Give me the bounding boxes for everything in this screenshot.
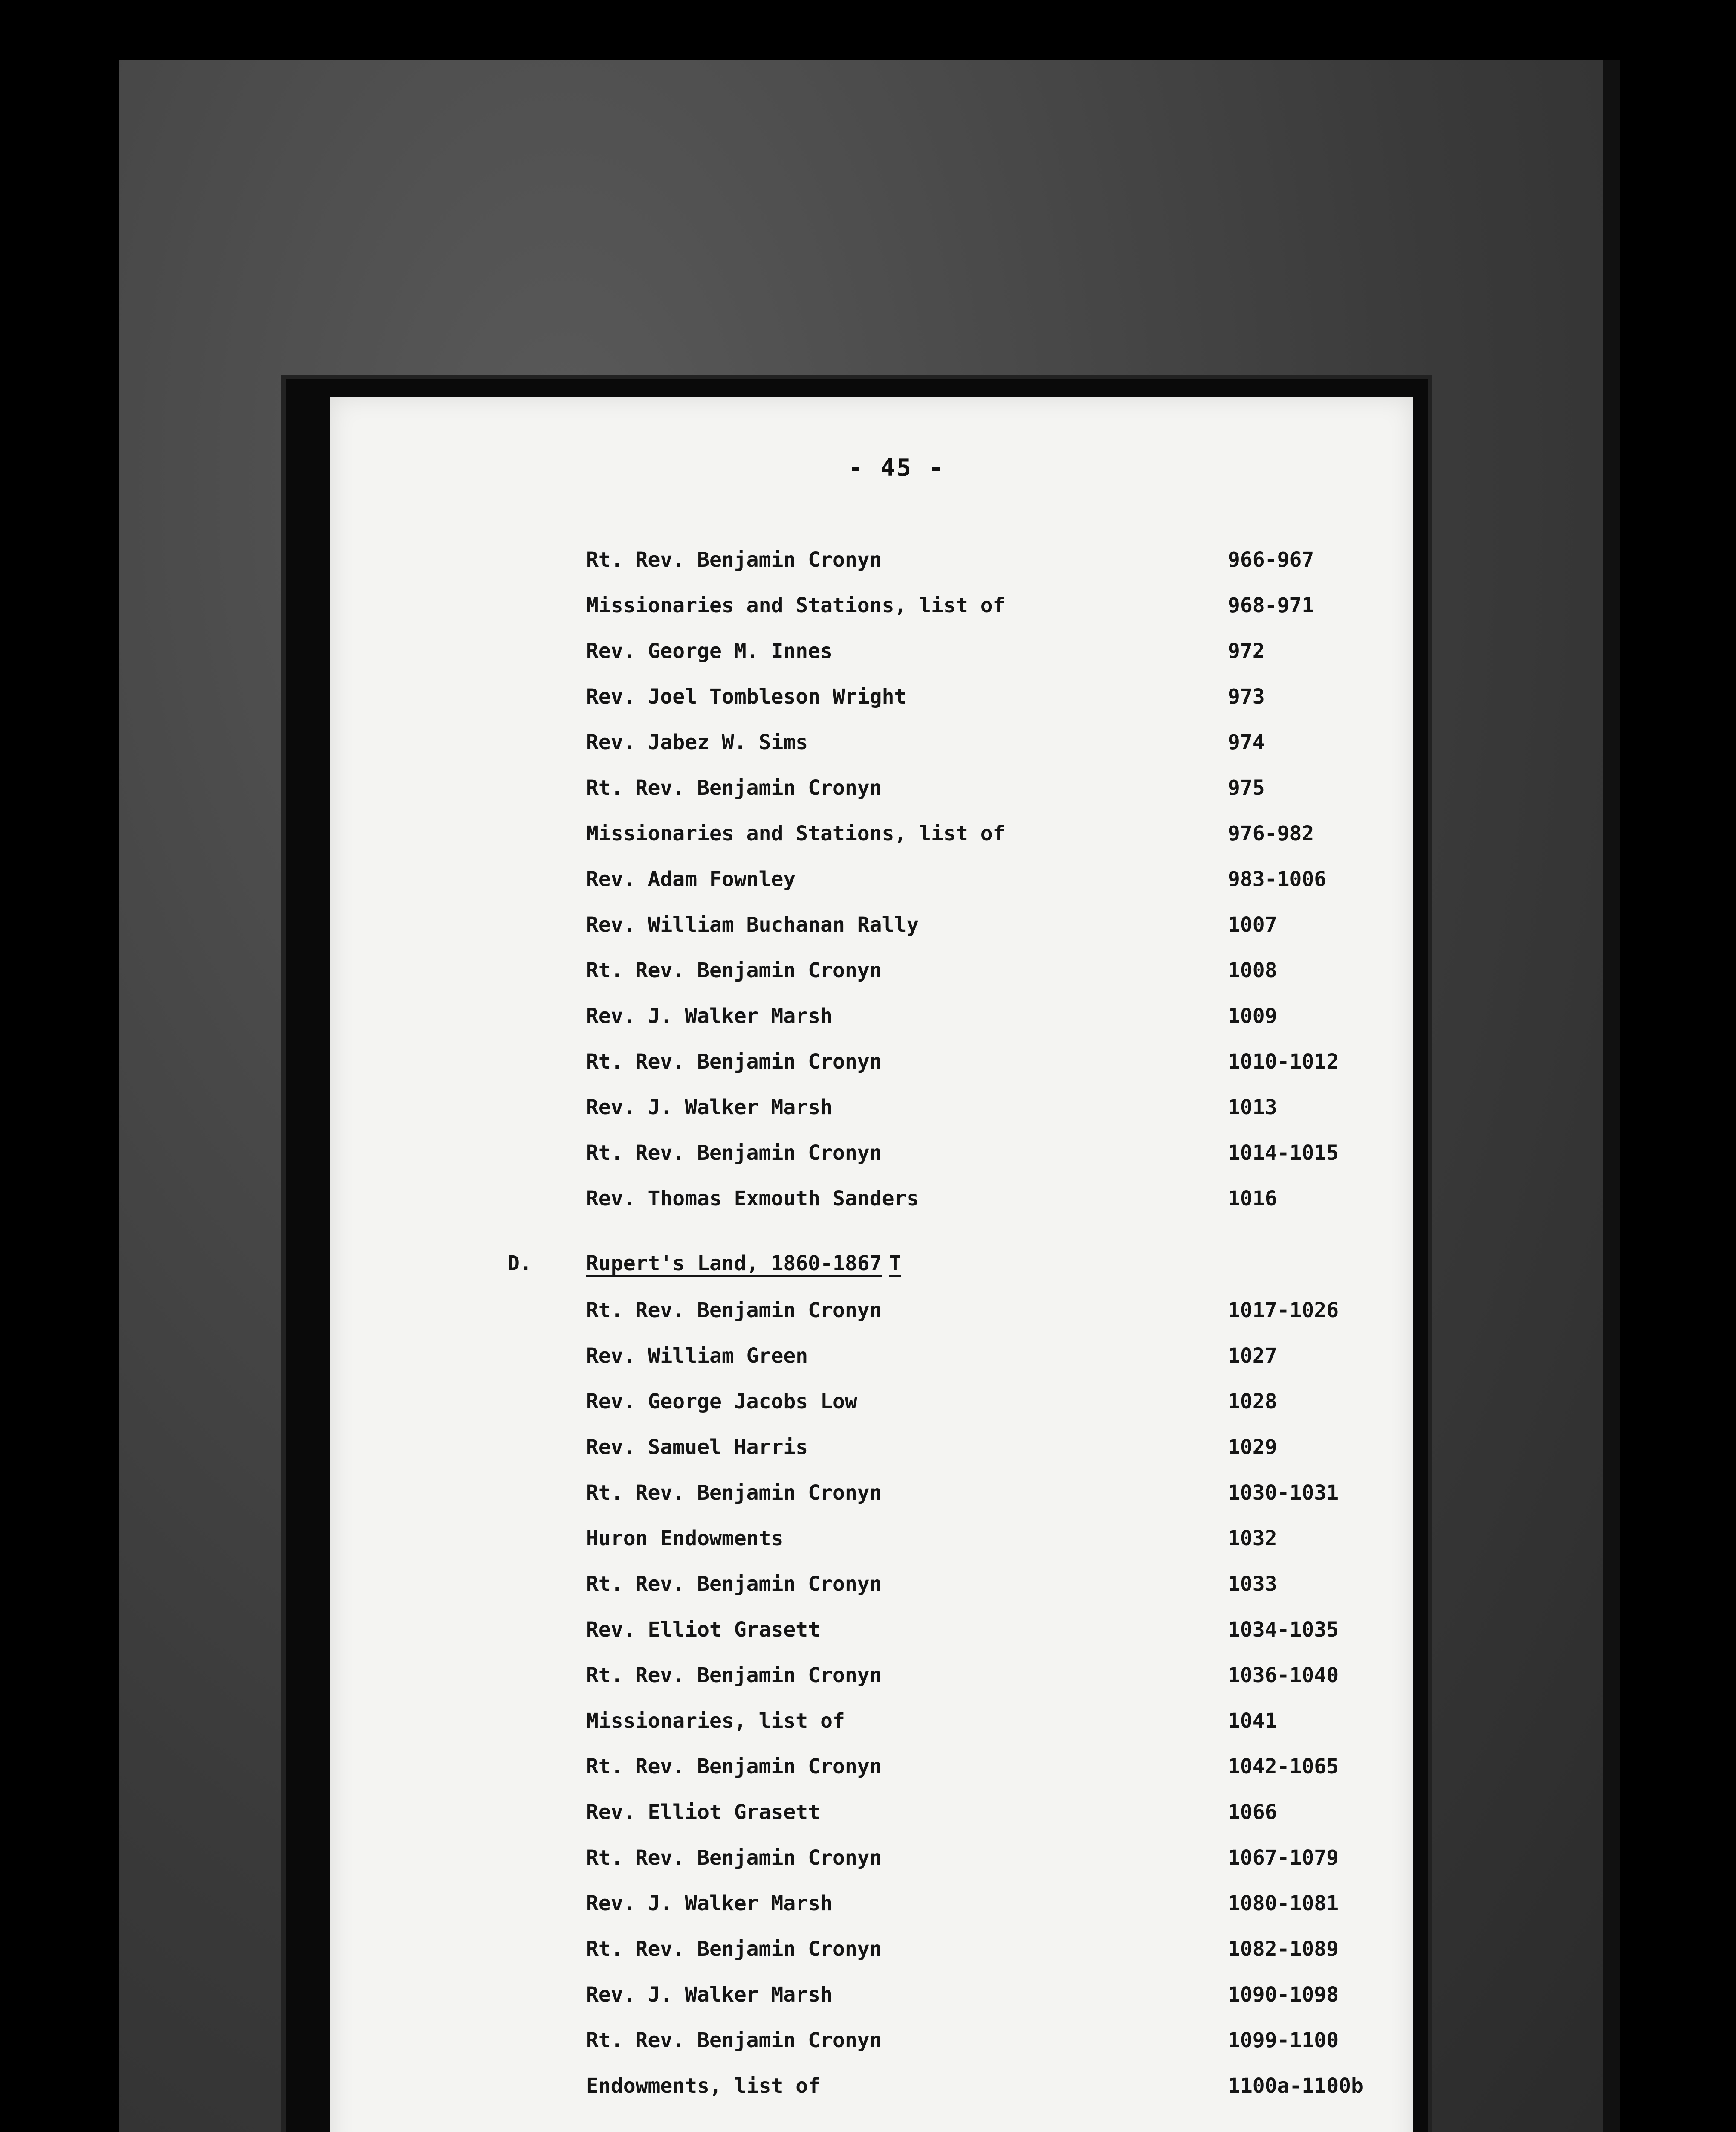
entry-pages: 1042-1065	[1228, 1755, 1339, 1779]
entry-title: Rev. Thomas Exmouth Sanders	[586, 1187, 919, 1211]
entry-pages: 1028	[1228, 1390, 1277, 1414]
entry-pages: 1080-1081	[1228, 1892, 1339, 1915]
entry-title: Rt. Rev. Benjamin Cronyn	[586, 1846, 882, 1870]
page-number: - 45 -	[848, 454, 945, 482]
entry-title: Missionaries and Stations, list of	[586, 594, 1005, 617]
entry-title: Rev. Jabez W. Sims	[586, 730, 808, 754]
entry-pages: 1008	[1228, 959, 1277, 982]
entry-pages: 1034-1035	[1228, 1618, 1339, 1642]
entry-title: Rt. Rev. Benjamin Cronyn	[586, 1141, 882, 1165]
entry-pages: 1032	[1228, 1527, 1277, 1550]
entry-title: Missionaries, list of	[586, 1709, 845, 1733]
entry-pages: 1014-1015	[1228, 1141, 1339, 1165]
entry-title: Rev. J. Walker Marsh	[586, 1983, 833, 2007]
entry-pages: 1017-1026	[1228, 1298, 1339, 1322]
entry-pages: 1007	[1228, 913, 1277, 937]
entry-title: Rt. Rev. Benjamin Cronyn	[586, 776, 882, 800]
entry-pages: 1009	[1228, 1004, 1277, 1028]
section-mark: T	[889, 1251, 901, 1275]
entry-pages: 983-1006	[1228, 867, 1327, 891]
entry-pages: 975	[1228, 776, 1265, 800]
entry-pages: 1010-1012	[1228, 1050, 1339, 1074]
entry-title: Rt. Rev. Benjamin Cronyn	[586, 1755, 882, 1779]
entry-pages: 1033	[1228, 1572, 1277, 1596]
entry-title: Rev. William Buchanan Rally	[586, 913, 919, 937]
entry-pages: 972	[1228, 639, 1265, 663]
entry-pages: 1016	[1228, 1187, 1277, 1211]
entry-title: Rt. Rev. Benjamin Cronyn	[586, 1572, 882, 1596]
entry-title: Rev. Elliot Grasett	[586, 1800, 821, 1824]
entry-pages: 976-982	[1228, 822, 1314, 846]
entry-pages: 966-967	[1228, 548, 1314, 572]
entry-pages: 1027	[1228, 1344, 1277, 1368]
entry-title: Rt. Rev. Benjamin Cronyn	[586, 1298, 882, 1322]
entry-pages: 1090-1098	[1228, 1983, 1339, 2007]
entry-title: Missionaries and Stations, list of	[586, 822, 1005, 846]
entry-title: Rt. Rev. Benjamin Cronyn	[586, 959, 882, 982]
entry-title: Endowments, list of	[586, 2074, 821, 2098]
entry-title: Rev. Joel Tombleson Wright	[586, 685, 907, 709]
entry-pages: 1036-1040	[1228, 1663, 1339, 1687]
entry-pages: 974	[1228, 730, 1265, 754]
entry-pages: 1030-1031	[1228, 1481, 1339, 1505]
section-letter: D.	[507, 1251, 532, 1275]
entry-title: Rev. George Jacobs Low	[586, 1390, 857, 1414]
entry-title: Rev. Elliot Grasett	[586, 1618, 821, 1642]
entry-pages: 1041	[1228, 1709, 1277, 1733]
entry-pages: 1100a-1100b	[1228, 2074, 1363, 2098]
entry-title: Rt. Rev. Benjamin Cronyn	[586, 1050, 882, 1074]
entry-title: Huron Endowments	[586, 1527, 784, 1550]
entry-title: Rev. Adam Fownley	[586, 867, 796, 891]
entry-title: Rt. Rev. Benjamin Cronyn	[586, 1663, 882, 1687]
entry-title: Rev. George M. Innes	[586, 639, 833, 663]
entry-title: Rev. Samuel Harris	[586, 1435, 808, 1459]
entry-pages: 973	[1228, 685, 1265, 709]
entry-pages: 968-971	[1228, 594, 1314, 617]
entry-pages: 1067-1079	[1228, 1846, 1339, 1870]
entry-title: Rt. Rev. Benjamin Cronyn	[586, 548, 882, 572]
entry-title: Rt. Rev. Benjamin Cronyn	[586, 1481, 882, 1505]
entry-pages: 1013	[1228, 1095, 1277, 1119]
section-title: Rupert's Land, 1860-1867	[586, 1251, 882, 1275]
entry-pages: 1029	[1228, 1435, 1277, 1459]
entry-title: Rev. J. Walker Marsh	[586, 1892, 833, 1915]
entry-pages: 1082-1089	[1228, 1937, 1339, 1961]
entry-title: Rev. William Green	[586, 1344, 808, 1368]
entry-pages: 1099-1100	[1228, 2028, 1339, 2052]
entry-title: Rev. J. Walker Marsh	[586, 1095, 833, 1119]
entry-title: Rev. J. Walker Marsh	[586, 1004, 833, 1028]
entry-pages: 1066	[1228, 1800, 1277, 1824]
entry-title: Rt. Rev. Benjamin Cronyn	[586, 2028, 882, 2052]
entry-title: Rt. Rev. Benjamin Cronyn	[586, 1937, 882, 1961]
